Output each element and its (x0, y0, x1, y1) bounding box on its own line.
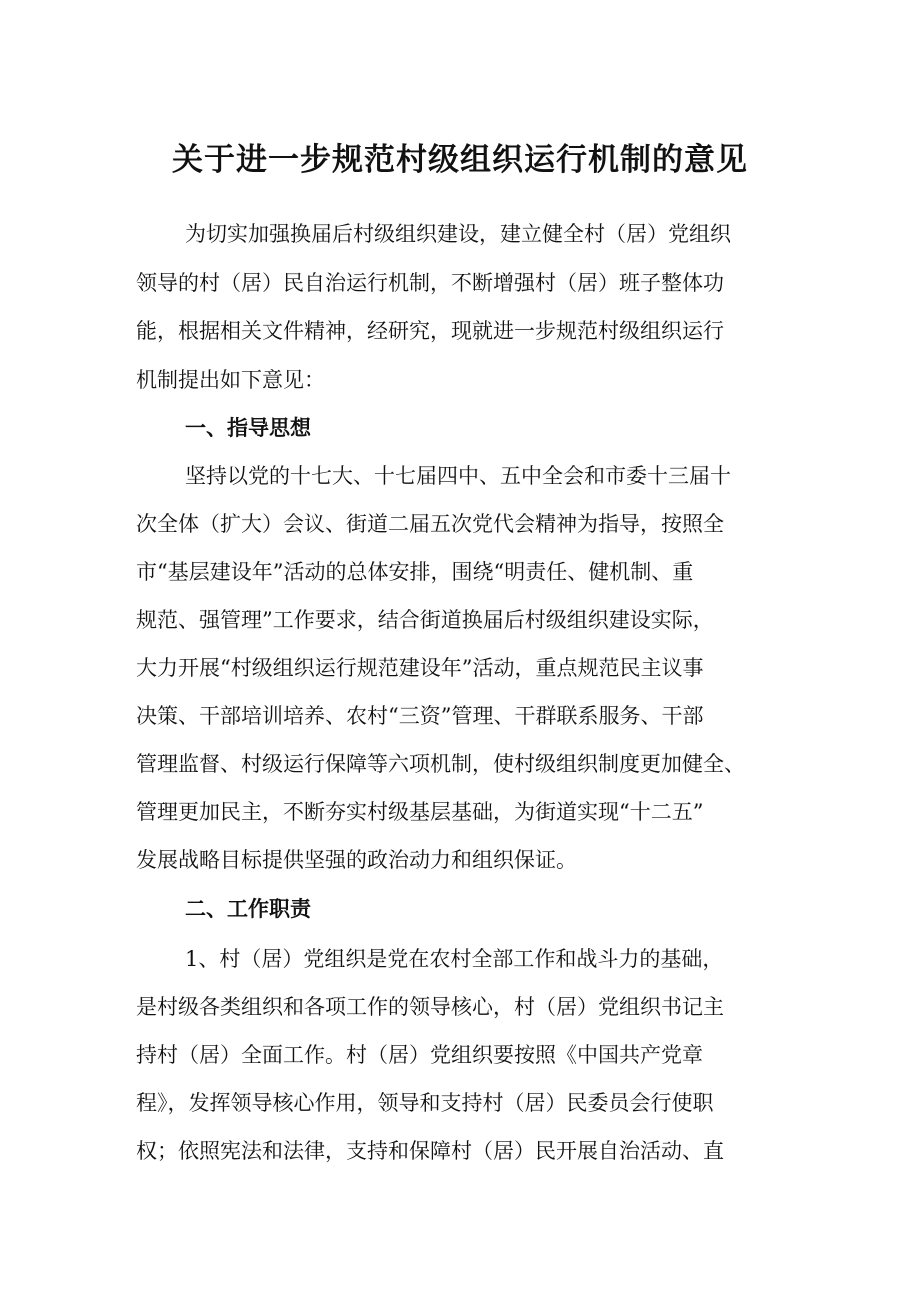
section-2-line-5: 权；依照宪法和法律，支持和保障村（居）民开展自治活动、直 (136, 1139, 724, 1163)
intro-line-2: 领导的村（居）民自治运行机制，不断增强村（居）班子整体功 (136, 271, 724, 295)
section-1-line-4: 规范、强管理”工作要求，结合街道换届后村级组织建设实际， (136, 608, 714, 632)
section-1-line-7: 管理监督、村级运行保障等六项机制，使村级组织制度更加健全、 (136, 752, 745, 776)
section-2-line-2: 是村级各类组织和各项工作的领导核心，村（居）党组织书记主 (136, 995, 724, 1019)
section-2-line-1: 1、村（居）党组织是党在农村全部工作和战斗力的基础， (185, 947, 724, 971)
section-1-line-9: 发展战略目标提供坚强的政治动力和组织保证。 (136, 848, 577, 872)
intro-line-3: 能，根据相关文件精神，经研究，现就进一步规范村级组织运行 (136, 319, 724, 343)
intro-line-4: 机制提出如下意见： (136, 368, 325, 392)
section-1-line-3: 市“基层建设年”活动的总体安排，围绕“明责任、健机制、重 (136, 560, 694, 584)
section-2-line-4: 程》，发挥领导核心作用，领导和支持村（居）民委员会行使职 (136, 1091, 714, 1115)
section-2-line-3: 持村（居）全面工作。村（居）党组织要按照《中国共产党章 (136, 1043, 703, 1067)
intro-line-1: 为切实加强换届后村级组织建设，建立健全村（居）党组织 (185, 222, 731, 246)
section-1-line-8: 管理更加民主，不断夯实村级基层基础，为街道实现“十二五” (136, 800, 704, 824)
section-1-line-5: 大力开展“村级组织运行规范建设年”活动，重点规范民主议事 (136, 656, 704, 680)
document-title: 关于进一步规范村级组织运行机制的意见 (172, 142, 748, 178)
section-2-heading: 二、工作职责 (185, 897, 311, 921)
section-1-line-1: 坚持以党的十七大、十七届四中、五中全会和市委十三届十 (185, 464, 731, 488)
section-1-line-6: 决策、干部培训培养、农村“三资”管理、干群联系服务、干部 (136, 704, 704, 728)
section-1-line-2: 次全体（扩大）会议、街道二届五次党代会精神为指导，按照全 (136, 512, 724, 536)
section-1-heading: 一、指导思想 (185, 416, 311, 440)
